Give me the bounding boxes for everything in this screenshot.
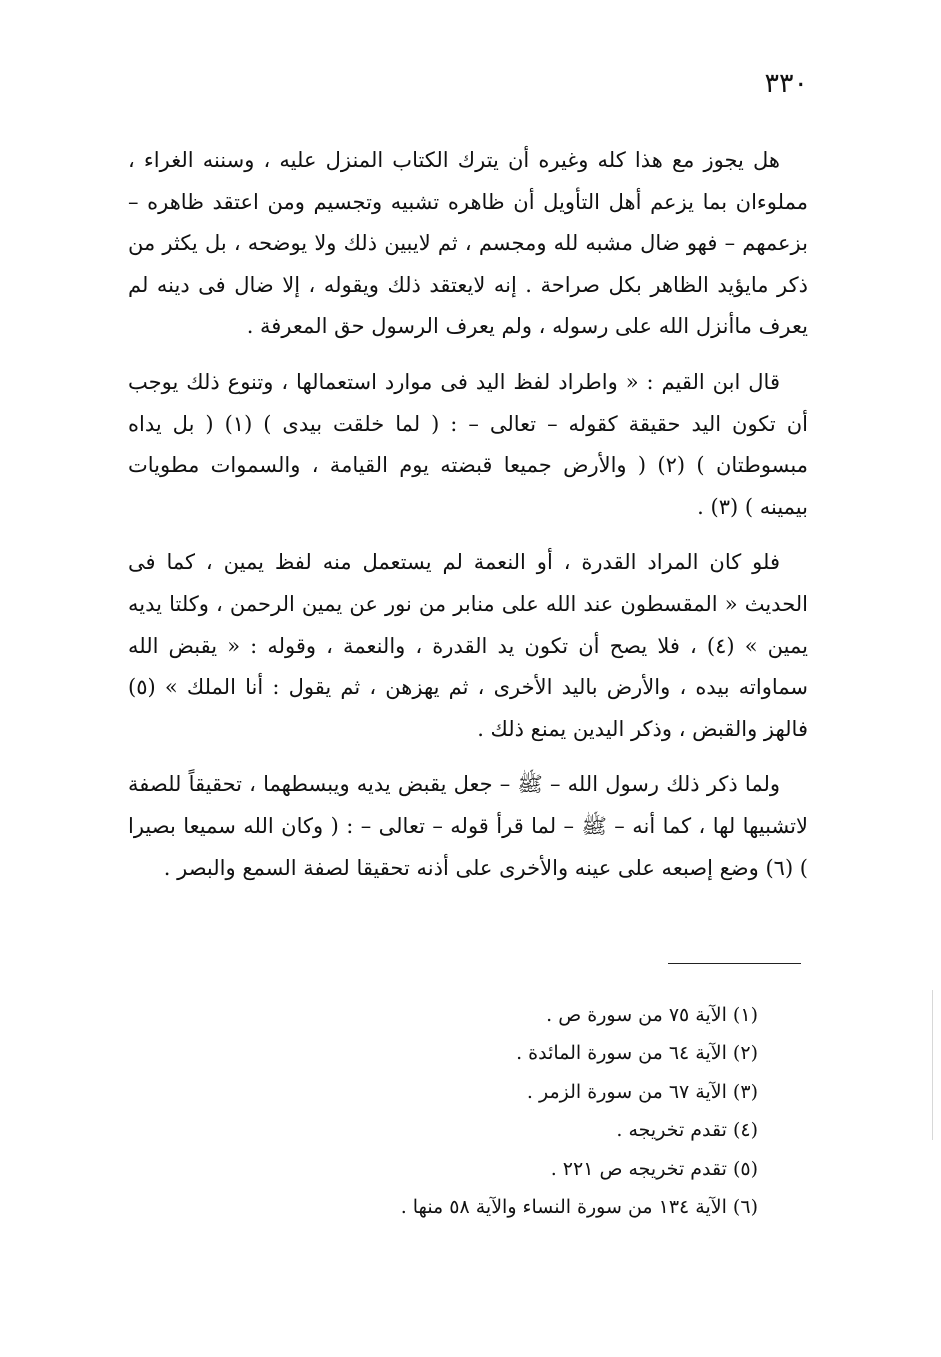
paragraph: ولما ذكر ذلك رسول الله – ﷺ – جعل يقبض يديه ويبسطهما ، تحقيقاً للصفة لاتشبيها لها ، كما أنه – ﷺ – لما قرأ قوله – تعالى – : ( وكان الله سميعا بصيرا ) (٦) وضع إصبعه على عينه والأخرى على أذنه تحقيقا لصفة السمع والبصر . bbox=[128, 772, 808, 880]
footnote: (٢) الآية ٦٤ من سورة المائدة . bbox=[516, 1042, 758, 1065]
footnote: (٥) تقدم تخريجه ص ٢٢١ . bbox=[550, 1157, 758, 1180]
footnote: (١) الآية ٧٥ من سورة ص . bbox=[546, 1004, 758, 1026]
body-text bbox=[128, 140, 808, 889]
paragraph: هل يجوز مع هذا كله وغيره أن يترك الكتاب المنزل عليه ، وسننه الغراء ، مملوءان بما يزعم أهل التأويل أن ظاهره تشبيه وتجسيم ومن اعتقد ظاهره – بزعمهم – فهو ضال مشبه لله ومجسم ، ثم لايبين ذلك ولا يوضحه ، بل يكثر من ذكر مايؤيد الظاهر بكل صراحة . إنه لايعتقد ذلك ويقوله ، إلا ضال فى دينه لم يعرف ماأنزل الله على رسوله ، ولم يعرف الرسول حق المعرفة . bbox=[128, 148, 808, 339]
footnotes-list bbox=[300, 996, 758, 1226]
paragraph: فلو كان المراد القدرة ، أو النعمة لم يستعمل منه لفظ يمين ، كما فى الحديث « المقسطون عند الله على منابر من نور عن يمين الرحمن ، وكلتا يديه يمين » (٤) ، فلا يصح أن تكون يد القدرة ، والنعمة ، وقوله : « يقبض الله سماواته بيده ، والأرض باليد الأخرى ، ثم يهزهن ، ثم يقول : أنا الملك » (٥) فالهز والقبض ، وذكر اليدين يمنع ذلك . bbox=[128, 550, 808, 741]
scan-edge-mark bbox=[932, 990, 933, 1140]
page-number: ٣٣٠ bbox=[764, 68, 808, 99]
footnote: (٣) الآية ٦٧ من سورة الزمر . bbox=[526, 1080, 758, 1103]
paragraph: قال ابن القيم : « واطراد لفظ اليد فى موارد استعمالها ، وتنوع ذلك يوجب أن تكون اليد حقيقة كقوله – تعالى – : ( لما خلقت بيدى ) (١) ( بل يداه مبسوطتان ) (٢) ( والأرض جميعا قبضته يوم القيامة ، والسموات مطويات بيمينه ) (٣) . bbox=[128, 369, 808, 519]
footnote: (٦) الآية ١٣٤ من سورة النساء والآية ٥٨ منها . bbox=[400, 1196, 758, 1219]
footnote-divider bbox=[668, 963, 801, 964]
footnote: (٤) تقدم تخريجه . bbox=[616, 1119, 758, 1142]
